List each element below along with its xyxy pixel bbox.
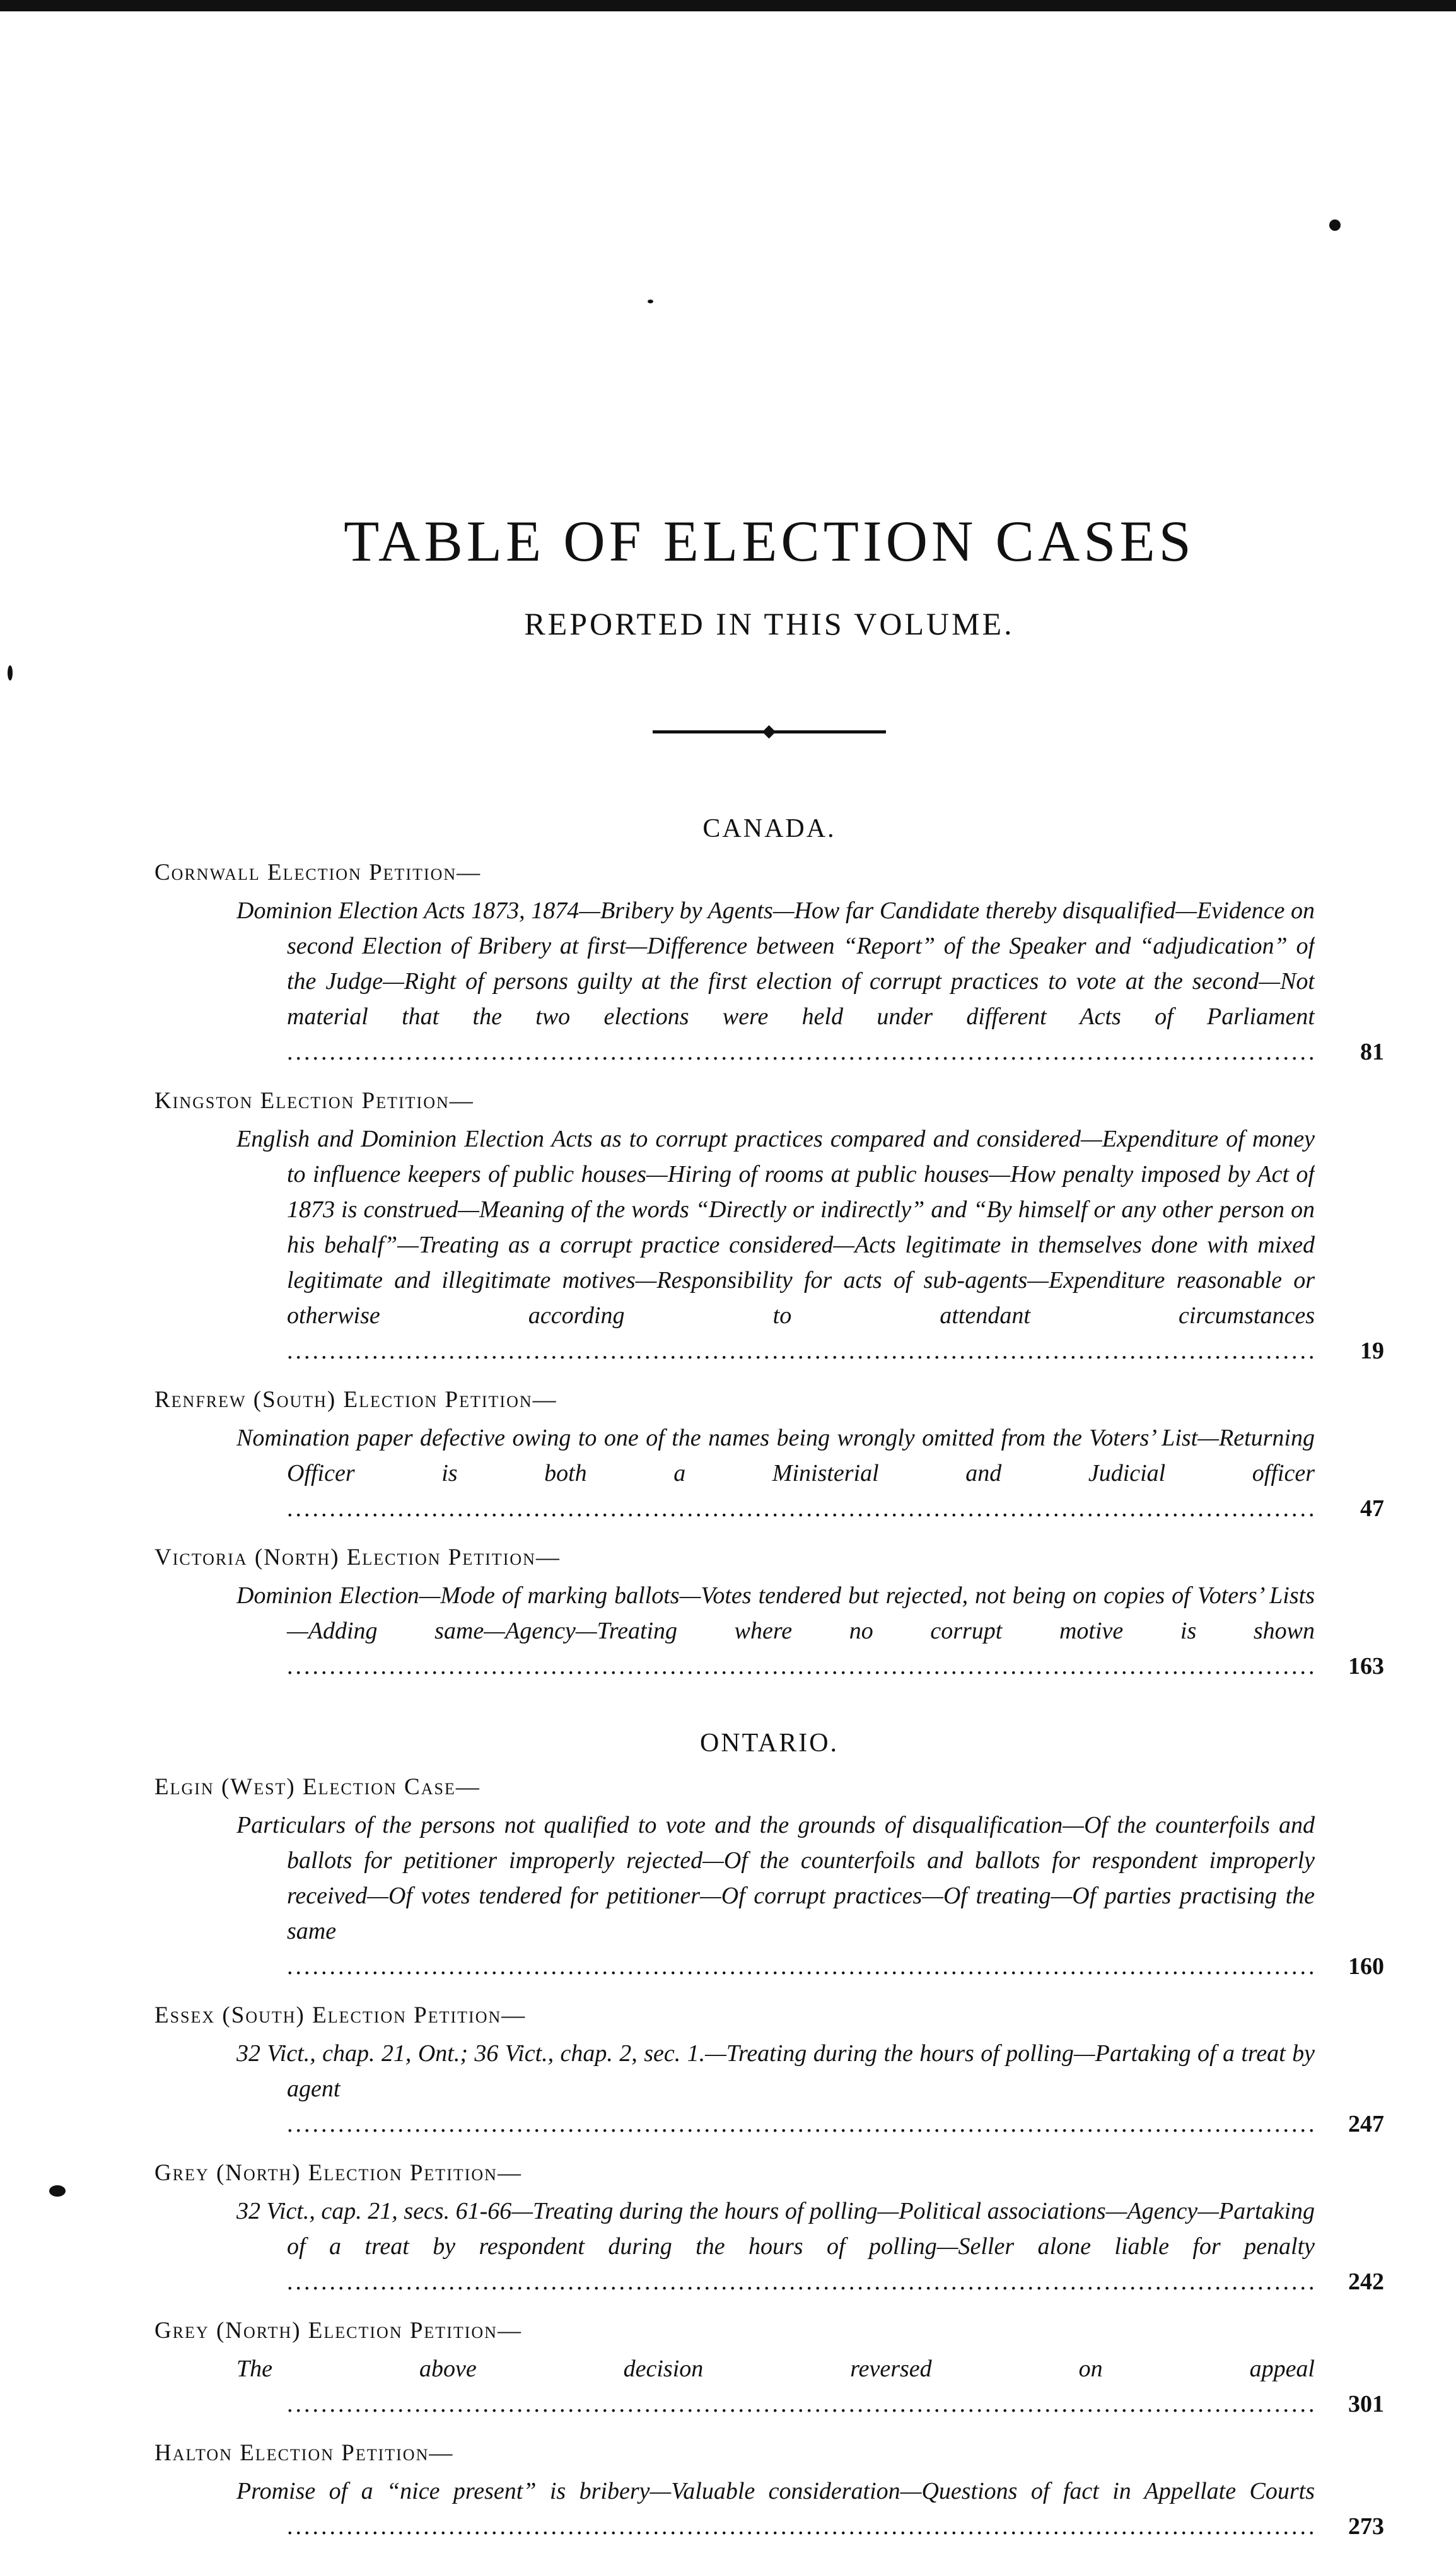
cases-table <box>154 814 1384 2558</box>
scan-speck <box>49 2185 66 2197</box>
case-summary: Promise of a “nice present” is bribery—Valuable consideration—Questions of fact in Appellate Courts ..... <box>236 2473 1315 2544</box>
case-title: Grey (North) Election Petition— <box>154 2318 522 2344</box>
ornamental-rule-diamond <box>762 725 776 739</box>
case-page-number: 81 <box>1360 1039 1384 1065</box>
case-entry <box>154 2436 1384 2544</box>
case-summary: English and Dominion Election Acts as to corrupt practices compared and considered—Expenditure of money to influence keepers of public houses—Hiring of rooms at public houses—How penalty imposed by Act of 1873 is construed—Meaning of the words “Directly or indirectly” and “By himself or any other person on his behalf”—Treating as a corrupt practice considered—Acts legitimate in themselves done with mixed legitimate and illegitimate motives—Responsibility for acts of sub-agents—Expenditure reasonable or otherwise according to attendant circumstances ..... <box>236 1121 1315 1369</box>
case-title: Essex (South) Election Petition— <box>154 2002 527 2028</box>
case-page-number: 273 <box>1348 2513 1384 2540</box>
case-summary: Dominion Election—Mode of marking ballots—Votes tendered but rejected, not being on copies of Voters’ Lists—Adding same—Agency—Treating where no corrupt motive is shown ..... <box>236 1578 1315 1684</box>
case-page-number: 47 <box>1360 1495 1384 1522</box>
case-summary: Nomination paper defective owing to one of the names being wrongly omitted from the Voters’ List—Returning Officer is both a Ministerial and Judicial officer ..... <box>236 1420 1315 1526</box>
case-page-number: 160 <box>1348 1953 1384 1980</box>
scan-speck <box>1329 219 1341 231</box>
case-entry <box>154 2313 1384 2422</box>
case-entry <box>154 1382 1384 1526</box>
case-entry <box>154 1770 1384 1984</box>
scan-speck <box>8 665 13 680</box>
case-title: Victoria (North) Election Petition— <box>154 1545 561 1570</box>
page-title: TABLE OF ELECTION CASES <box>344 509 1195 573</box>
case-summary: Particulars of the persons not qualified to vote and the grounds of disqualification—Of the counterfoils and ballots for petitioner improperly rejected—Of the counterfoils and ballots for respondent improperly received—Of votes tendered for petitioner—Of corrupt practices—Of treating—Of parties practising the same ..... <box>236 1808 1315 1984</box>
case-title: Renfrew (South) Election Petition— <box>154 1387 557 1413</box>
case-entry <box>154 2156 1384 2299</box>
scan-top-edge <box>0 0 1456 11</box>
case-title: Kingston Election Petition— <box>154 1088 474 1114</box>
case-page-number: 247 <box>1348 2111 1384 2137</box>
case-entry <box>154 1998 1384 2142</box>
case-entry <box>154 1540 1384 1684</box>
case-summary: The above decision reversed on appeal ..... <box>236 2351 1315 2422</box>
case-page-number: 19 <box>1360 1338 1384 1364</box>
case-summary: 32 Vict., chap. 21, Ont.; 36 Vict., chap. 2, sec. 1.—Treating during the hours of polling—Partaking of a treat by agent ..... <box>236 2036 1315 2142</box>
case-page-number: 163 <box>1348 1653 1384 1679</box>
case-title: Halton Election Petition— <box>154 2440 454 2466</box>
case-page-number: 301 <box>1348 2391 1384 2417</box>
case-entry <box>154 855 1384 1070</box>
page-subtitle: REPORTED IN THIS VOLUME. <box>524 606 1015 641</box>
case-title: Cornwall Election Petition— <box>154 860 482 885</box>
case-title: Elgin (West) Election Case— <box>154 1774 480 1800</box>
case-page-number: 242 <box>1348 2269 1384 2295</box>
section-heading-ontario: ONTARIO. <box>699 1729 839 1758</box>
section-heading-canada: CANADA. <box>702 814 836 843</box>
case-summary: Dominion Election Acts 1873, 1874—Bribery by Agents—How far Candidate thereby disqualified—Evidence on second Election of Bribery at first—Difference between “Report” of the Speaker and “adjudication” of the Judge—Right of persons guilty at the first election of corrupt practices to vote at the second—Not material that the two elections were held under different Acts of Parliament ..... <box>236 893 1315 1070</box>
scan-speck <box>648 300 653 303</box>
case-summary: 32 Vict., cap. 21, secs. 61-66—Treating during the hours of polling—Political associations—Agency—Partaking of a treat by respondent during the hours of polling—Seller alone liable for penalty ..... <box>236 2193 1315 2299</box>
case-entry <box>154 1083 1384 1369</box>
case-title: Grey (North) Election Petition— <box>154 2160 522 2186</box>
